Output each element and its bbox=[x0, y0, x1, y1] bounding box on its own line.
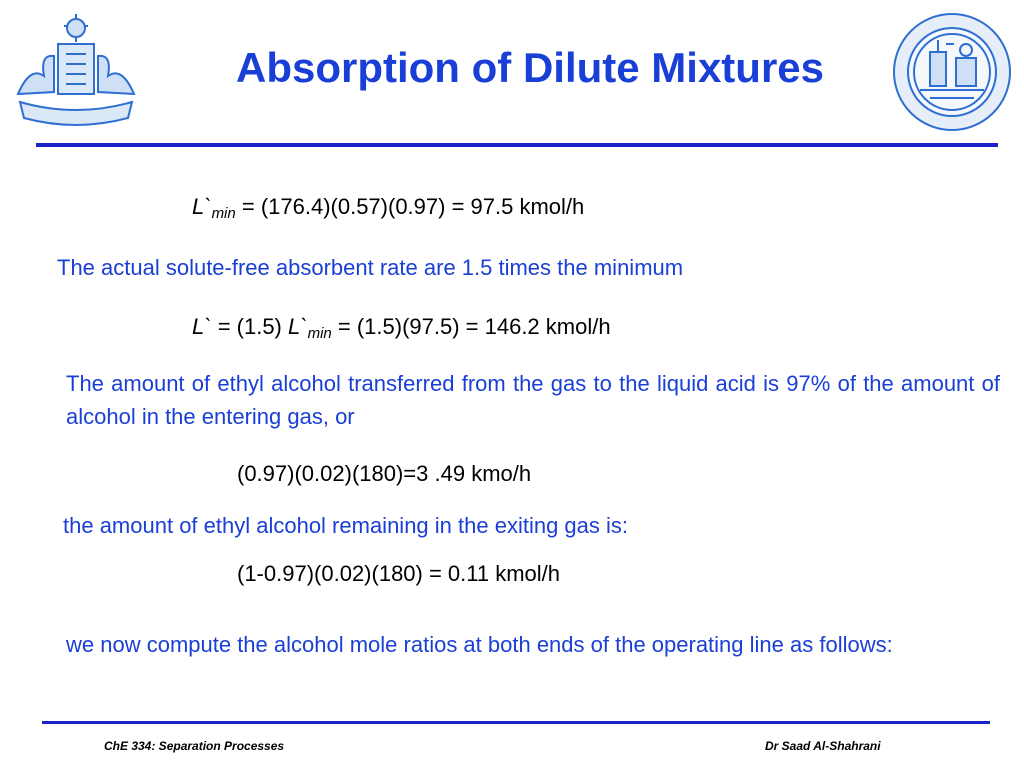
university-emblem-icon bbox=[10, 6, 142, 130]
title-divider bbox=[36, 143, 998, 147]
text-mole-ratios: we now compute the alcohol mole ratios at both ends of the operating line as follows: bbox=[66, 632, 893, 657]
slide-title: Absorption of Dilute Mixtures bbox=[236, 44, 824, 91]
equation-factor: = (1.5) bbox=[217, 314, 282, 339]
subscript-min: min bbox=[307, 325, 332, 342]
equation-l-actual bbox=[192, 314, 611, 342]
department-seal-icon bbox=[890, 10, 1014, 134]
variable-l-prime: L` bbox=[192, 314, 212, 339]
text-actual-rate: The actual solute-free absorbent rate are 1.5 times the minimum bbox=[57, 255, 684, 280]
equation-transferred-amount: (0.97)(0.02)(180)=3 .49 kmo/h bbox=[237, 461, 532, 486]
footer-divider bbox=[42, 721, 990, 724]
subscript-min: min bbox=[211, 205, 236, 222]
variable-l-prime: L` bbox=[192, 194, 212, 219]
equation-remaining-amount: (1-0.97)(0.02)(180) = 0.11 kmol/h bbox=[237, 561, 561, 586]
text-alcohol-transferred: The amount of ethyl alcohol transferred from the gas to the liquid acid is 97% of the amount of alcohol in the entering gas, or bbox=[66, 371, 1000, 429]
equation-lmin bbox=[192, 194, 584, 222]
variable-l-prime: L` bbox=[288, 314, 308, 339]
text-alcohol-remaining: the amount of ethyl alcohol remaining in the exiting gas is: bbox=[63, 513, 628, 538]
footer-course: ChE 334: Separation Processes bbox=[104, 739, 285, 753]
footer-author: Dr Saad Al-Shahrani bbox=[765, 739, 881, 753]
equation-rhs: = (1.5)(97.5) = 146.2 kmol/h bbox=[337, 314, 611, 339]
equation-rhs: = (176.4)(0.57)(0.97) = 97.5 kmol/h bbox=[241, 194, 585, 219]
